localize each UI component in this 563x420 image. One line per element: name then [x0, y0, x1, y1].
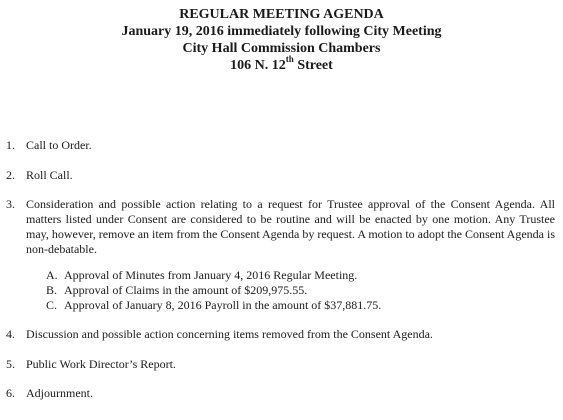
consent-text: Approval of Claims in the amount of $209,975.55.: [64, 283, 308, 297]
meeting-address: 106 N. 12th Street: [230, 54, 333, 73]
agenda-item: [6, 357, 176, 372]
item-text: Consideration and possible action relating to a request for Trustee approval of the Consent Agenda. All matters listed under Consent are considered to be routine and will be enacted by one motion. Any Trustee may, however, remove an item from the Consent Agenda by request. A motion to adopt the Consent Agenda is non-debatable.: [26, 197, 555, 256]
consent-letter: A.: [46, 268, 58, 282]
item-number: 6.: [6, 386, 15, 400]
consent-letter: C.: [46, 298, 58, 312]
item-text: Roll Call.: [26, 168, 73, 182]
item-number: 1.: [6, 138, 15, 152]
agenda-item: [6, 327, 433, 342]
agenda-item: [6, 138, 92, 153]
item-number: 4.: [6, 327, 15, 341]
item-text: Public Work Director’s Report.: [26, 357, 176, 371]
agenda-header: [0, 6, 563, 74]
agenda-title: REGULAR MEETING AGENDA: [179, 7, 384, 22]
consent-text: Approval of January 8, 2016 Payroll in the amount of $37,881.75.: [64, 298, 382, 312]
agenda-item: [6, 386, 93, 401]
item-number: 2.: [6, 168, 15, 182]
consent-item: [46, 283, 307, 298]
item-number: 3.: [6, 197, 15, 211]
consent-item: [46, 268, 357, 283]
meeting-location: City Hall Commission Chambers: [182, 41, 381, 56]
agenda-item: [6, 197, 555, 257]
item-number: 5.: [6, 357, 15, 371]
item-text: Call to Order.: [26, 138, 92, 152]
agenda-item: [6, 168, 73, 183]
item-text: Discussion and possible action concerning items removed from the Consent Agenda.: [26, 327, 433, 341]
consent-letter: B.: [46, 283, 58, 297]
meeting-date: January 19, 2016 immediately following City Meeting: [121, 24, 442, 39]
consent-text: Approval of Minutes from January 4, 2016 Regular Meeting.: [64, 268, 358, 282]
item-text: Adjournment.: [26, 386, 93, 400]
consent-item: [46, 298, 381, 313]
